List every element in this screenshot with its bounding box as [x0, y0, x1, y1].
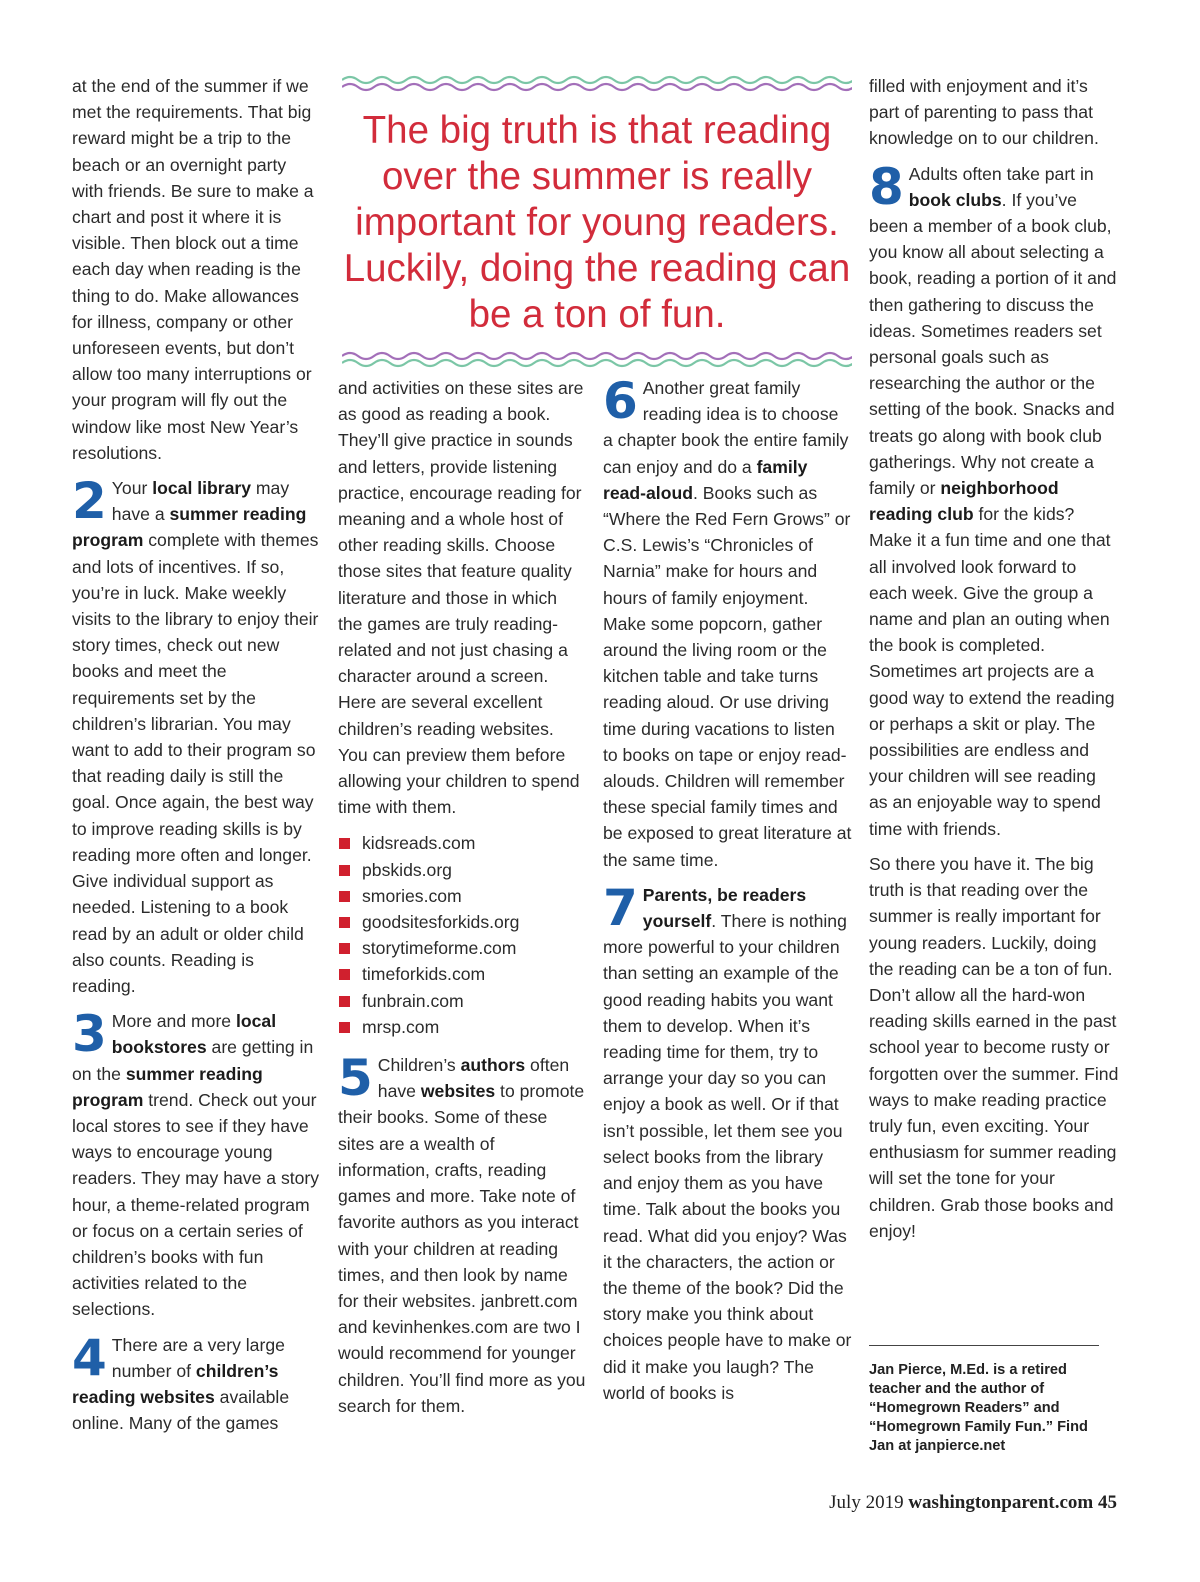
column-3 — [603, 372, 853, 1415]
text: There are a very large number of — [111, 1334, 285, 1381]
website-link[interactable]: funbrain.com — [362, 990, 464, 1011]
column-1 — [72, 73, 322, 1445]
text: available online. Many of the games — [72, 1386, 290, 1434]
website-link[interactable]: storytimeforme.com — [362, 938, 517, 959]
website-name: washingtonparent.com — [908, 1492, 1094, 1513]
tip-6 — [603, 372, 853, 873]
list-item — [338, 1014, 586, 1040]
list-item — [338, 935, 586, 961]
text: Your — [111, 478, 153, 499]
bold-text: children’s reading websites — [72, 1360, 279, 1407]
text: for the kids? Make it a fun time and one that all involved look forward to each week. Give the group a name and plan an outing when the book is completed. Sometimes art projects are a good way to extend the reading or perhaps a skit or play. The possibilities are endless and your children will see reading as an enjoyable way to spend time with friends. — [869, 504, 1115, 839]
website-list — [338, 830, 586, 1040]
text: trend. Check out your local stores to see if they have ways to encourage young readers. They may have a story hour, a theme-related program or focus on a certain series of children’s books with fun activities related to the selections. — [72, 1089, 320, 1320]
list-item — [338, 909, 586, 935]
text: are getting in on the — [72, 1037, 314, 1084]
text: often have — [377, 1055, 570, 1102]
tip-number: 3 — [72, 1005, 105, 1064]
bold-text: neighborhood reading club — [869, 478, 1059, 525]
tip-8 — [869, 157, 1119, 842]
website-link[interactable]: mrsp.com — [362, 1016, 440, 1037]
author-bio: Jan Pierce, M.Ed. is a retired teacher and the author of “Homegrown Readers” and “Homegrown Family Fun.” Find Jan at janpierce.net — [869, 1362, 1088, 1454]
square-bullet-icon — [339, 996, 350, 1007]
bold-text: local library — [152, 478, 252, 499]
wave-divider-top — [342, 72, 852, 94]
square-bullet-icon — [339, 865, 350, 876]
square-bullet-icon — [339, 969, 350, 980]
website-link[interactable]: pbskids.org — [362, 859, 452, 880]
square-bullet-icon — [339, 891, 350, 902]
text: . Books such as “Where the Red Fern Grows” or C.S. Lewis’s “Chronicles of Narnia” make for hours and hours of family enjoyment. Make some popcorn, gather around the living room or the kitchen table and take turns reading aloud. Or use driving time during vacations to listen to books on tape or enjoy read-alouds. Children will remember these special family times and be exposed to great literature at the same time. — [603, 482, 852, 870]
paragraph: filled with enjoyment and it’s part of parenting to pass that knowledge on to our children. — [869, 76, 1099, 149]
bold-text: summer reading program — [72, 1063, 263, 1110]
website-link[interactable]: kidsreads.com — [362, 833, 476, 854]
paragraph: at the end of the summer if we met the requirements. That big reward might be a trip to the beach or an overnight party with friends. Be sure to make a chart and post it where it is visible. Then block out a time each day when reading is the thing to do. Make allowances for illness, company or other unforeseen events, but don’t allow too many interruptions or your program will fly out the window like most New Year’s resolutions. — [72, 76, 314, 463]
text: Children’s — [377, 1055, 461, 1076]
tip-3 — [72, 1005, 322, 1322]
pull-quote — [342, 72, 852, 367]
bold-text: family read-aloud — [603, 456, 808, 503]
issue-date: July 2019 — [829, 1492, 904, 1513]
tip-number: 4 — [72, 1328, 105, 1387]
bold-text: local bookstores — [111, 1011, 277, 1058]
text: complete with themes and lots of incentives. If so, you’re in luck. Make weekly visits to the library to enjoy their story times, check out new books and meet the requirements set by the children’s librarian. You may want to add to their program so that reading daily is still the goal. Once again, the best way to improve reading skills is by reading more often and longer. Give individual support as needed. Listening to a book read by an adult or older child also counts. Reading is reading. — [72, 530, 319, 996]
bold-text: Parents, be readers yourself — [642, 884, 807, 932]
paragraph: and activities on these sites are as good as reading a book. They’ll give practice in sounds and letters, provide listening practice, encourage reading for meaning and a whole host of other reading skills. Choose those sites that feature quality literature and those in which the games are truly reading-related and not just chasing a character around a screen. Here are several excellent children’s reading websites. You can preview them before allowing your children to spend time with them. — [338, 378, 584, 818]
tip-number: 7 — [603, 878, 636, 937]
tip-number: 6 — [603, 372, 636, 430]
tip-number: 8 — [869, 157, 902, 216]
tip-number: 5 — [338, 1049, 371, 1108]
tip-5 — [338, 1049, 586, 1419]
list-item — [338, 857, 586, 883]
tip-number: 2 — [72, 472, 105, 531]
text: . If you’ve been a member of a book club, you know all about selecting a book, reading a portion of it and then gathering to discuss the ideas. Sometimes readers set personal goals such as researching the author or the setting of the book. Snacks and treats go along with book club gatherings. Why not create a family or — [869, 189, 1117, 499]
text: to promote their books. Some of these sites are a wealth of information, crafts, reading games and more. Take note of favorite authors as you interact with your children at reading times, and then look by name for their websites. janbrett.com and kevinhenkes.com are two I would recommend for younger children. You’ll find more as you search for them. — [338, 1081, 586, 1416]
list-item — [338, 988, 586, 1014]
text: More and more — [111, 1011, 236, 1032]
bold-text: summer reading program — [72, 504, 307, 551]
bold-text: websites — [420, 1081, 496, 1102]
tip-7 — [603, 878, 853, 1406]
text: Another great family reading idea is to choose a chapter book the entire family can enjoy and do a — [603, 378, 849, 477]
text: Adults often take part in — [908, 163, 1094, 184]
tip-4 — [72, 1328, 322, 1437]
text: may have a — [111, 478, 290, 525]
list-item — [338, 961, 586, 987]
square-bullet-icon — [339, 917, 350, 928]
list-item — [338, 883, 586, 909]
paragraph: So there you have it. The big truth is that reading over the summer is really important for young readers. Luckily, doing the reading can be a ton of fun. Don’t allow all the hard-won reading skills earned in the past school year to become rusty or forgotten over the summer. Find ways to make reading practice truly fun, even exciting. Your enthusiasm for summer reading will set the tone for your children. Grab those books and enjoy! — [869, 853, 1119, 1241]
column-2 — [338, 375, 586, 1428]
square-bullet-icon — [339, 838, 350, 849]
square-bullet-icon — [339, 943, 350, 954]
text: . There is nothing more powerful to your children than setting an example of the good reading habits you want them to develop. When it’s reading time for them, try to arrange your day so you can enjoy a book as well. Or if that isn’t possible, let them see you select books from the library and enjoy them as you have time. Talk about the books you read. What did you enjoy? Was it the characters, the action or the theme of the book? Did the story make you think about choices people have to make or did it make you laugh? The world of books is — [603, 911, 852, 1403]
website-link[interactable]: timeforkids.com — [362, 964, 486, 985]
bold-text: book clubs — [908, 189, 1002, 210]
square-bullet-icon — [339, 1022, 350, 1033]
wave-divider-bottom — [342, 348, 852, 370]
tip-2 — [72, 472, 322, 999]
bold-text: authors — [460, 1055, 526, 1076]
website-link[interactable]: goodsitesforkids.org — [362, 912, 520, 933]
page-footer — [829, 1492, 1117, 1514]
divider — [869, 1345, 1099, 1346]
page-number: 45 — [1098, 1492, 1117, 1513]
website-link[interactable]: smories.com — [362, 885, 462, 906]
list-item — [338, 830, 586, 856]
pull-quote-text: The big truth is that reading over the summer is really important for young readers. Luckily, doing the reading can be a ton of fun. — [343, 109, 851, 336]
column-4 — [869, 73, 1119, 1253]
